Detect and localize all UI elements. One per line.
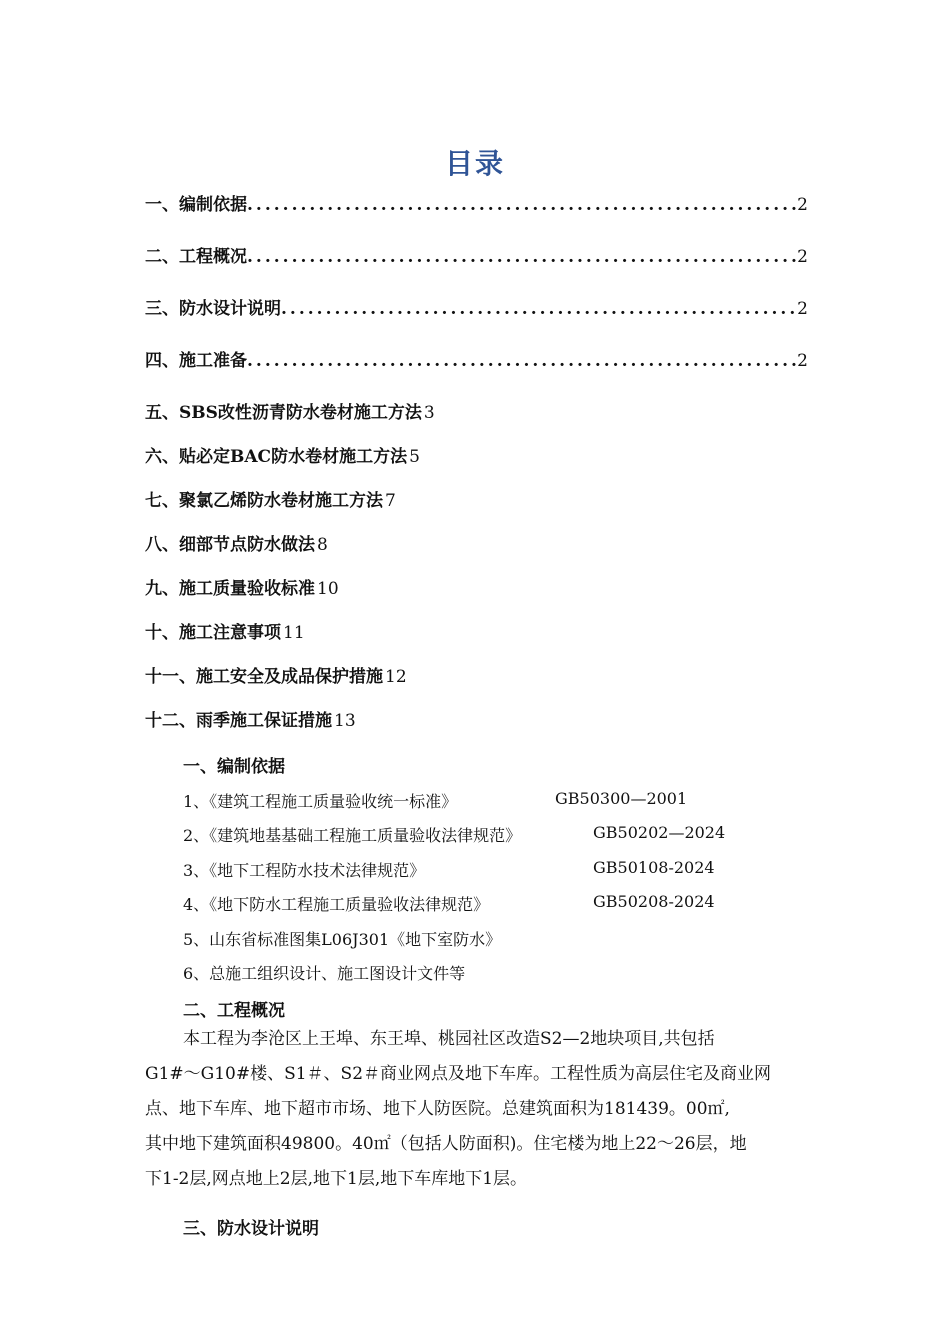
toc-entry-label: 五、SBS改性沥青防水卷材施工方法: [145, 403, 422, 423]
paragraph-line: 其中地下建筑面积49800。40㎡（包括人防面积)。住宅楼为地上22～26层，地: [145, 1134, 747, 1154]
reference-item: [183, 858, 715, 881]
toc-entry-label: 七、聚氯乙烯防水卷材施工方法: [145, 491, 383, 511]
toc-entry-label: 二、工程概况: [145, 247, 247, 267]
paragraph-line: 下1-2层,网点地上2层,地下1层,地下车库地下1层。: [145, 1169, 528, 1189]
reference-text: 5、山东省标准图集L06J301《地下室防水》: [183, 930, 502, 949]
toc-entry[interactable]: [145, 488, 808, 514]
toc-leader-dots: [247, 244, 797, 270]
toc-entry-label: 九、施工质量验收标准: [145, 579, 315, 599]
toc-entry[interactable]: [145, 664, 808, 690]
toc-entry-page: 2: [797, 247, 808, 267]
toc-leader-dots: [281, 296, 797, 322]
toc-entry-page: 10: [317, 579, 339, 599]
toc-entry-page: 2: [797, 351, 808, 371]
reference-item: [183, 927, 501, 950]
paragraph-line: G1#～G10#楼、S1＃、S2＃商业网点及地下车库。工程性质为高层住宅及商业网: [145, 1064, 772, 1084]
reference-text: 6、总施工组织设计、施工图设计文件等: [183, 964, 466, 983]
toc-entry-label: 六、贴必定BAC防水卷材施工方法: [145, 447, 408, 467]
reference-code: GB50202—2024: [593, 823, 726, 842]
reference-code: GB50208-2024: [593, 892, 715, 911]
toc-leader-dots: [247, 192, 797, 218]
toc-entry[interactable]: [145, 576, 808, 602]
overview-paragraph: [145, 1022, 808, 1197]
toc-entry-label: 八、细部节点防水做法: [145, 535, 315, 555]
section-heading: 三、防水设计说明: [183, 1219, 319, 1239]
toc-entry[interactable]: [145, 620, 808, 646]
reference-code: GB50300—2001: [555, 789, 688, 808]
toc-entry-label: 十、施工注意事项: [145, 623, 281, 643]
reference-item: [183, 892, 715, 915]
toc-entry-label: 三、防水设计说明: [145, 299, 281, 319]
toc-entry-page: 2: [797, 195, 808, 215]
toc-entry-label: 十二、雨季施工保证措施: [145, 711, 332, 731]
toc-entry[interactable]: [145, 444, 808, 470]
toc-entry-label: 十一、施工安全及成品保护措施: [145, 667, 383, 687]
toc-entry[interactable]: [145, 400, 808, 426]
reference-text: 3、《地下工程防水技术法律规范》: [183, 861, 426, 880]
toc-entry[interactable]: [145, 348, 808, 374]
paragraph-line: 点、地下车库、地下超市市场、地下人防医院。总建筑面积为181439。00㎡,: [145, 1099, 730, 1119]
section-heading: 一、编制依据: [183, 757, 285, 777]
section-heading: 二、工程概况: [183, 1001, 285, 1021]
toc-entry-page: 13: [334, 711, 356, 731]
toc-entry[interactable]: [145, 532, 808, 558]
paragraph-line: 本工程为李沧区上王埠、东王埠、桃园社区改造S2—2地块项目,共包括: [183, 1029, 715, 1049]
toc-entry-page: 5: [409, 447, 420, 467]
reference-item: [183, 961, 465, 984]
toc-entry-page: 2: [797, 299, 808, 319]
toc-entry[interactable]: [145, 192, 808, 218]
toc-entry[interactable]: [145, 708, 808, 734]
toc-entry-page: 3: [423, 403, 435, 423]
reference-text: 4、《地下防水工程施工质量验收法律规范》: [183, 895, 490, 914]
toc-leader-dots: [247, 348, 797, 374]
toc-entry[interactable]: [145, 296, 808, 322]
reference-text: 2、《建筑地基基础工程施工质量验收法律规范》: [183, 826, 522, 845]
toc-entry-page: 8: [317, 535, 328, 555]
toc-entry[interactable]: [145, 244, 808, 270]
toc-entry-page: 11: [283, 623, 305, 643]
toc-entry-label: 四、施工准备: [145, 351, 247, 371]
toc-entry-page: 7: [385, 491, 396, 511]
reference-text: 1、《建筑工程施工质量验收统一标准》: [183, 792, 458, 811]
toc-entry-page: 12: [385, 667, 407, 687]
reference-item: [183, 789, 688, 812]
toc-title: 目录: [444, 147, 505, 180]
reference-item: [183, 823, 726, 846]
reference-code: GB50108-2024: [593, 858, 715, 877]
toc-entry-label: 一、编制依据: [145, 195, 247, 215]
